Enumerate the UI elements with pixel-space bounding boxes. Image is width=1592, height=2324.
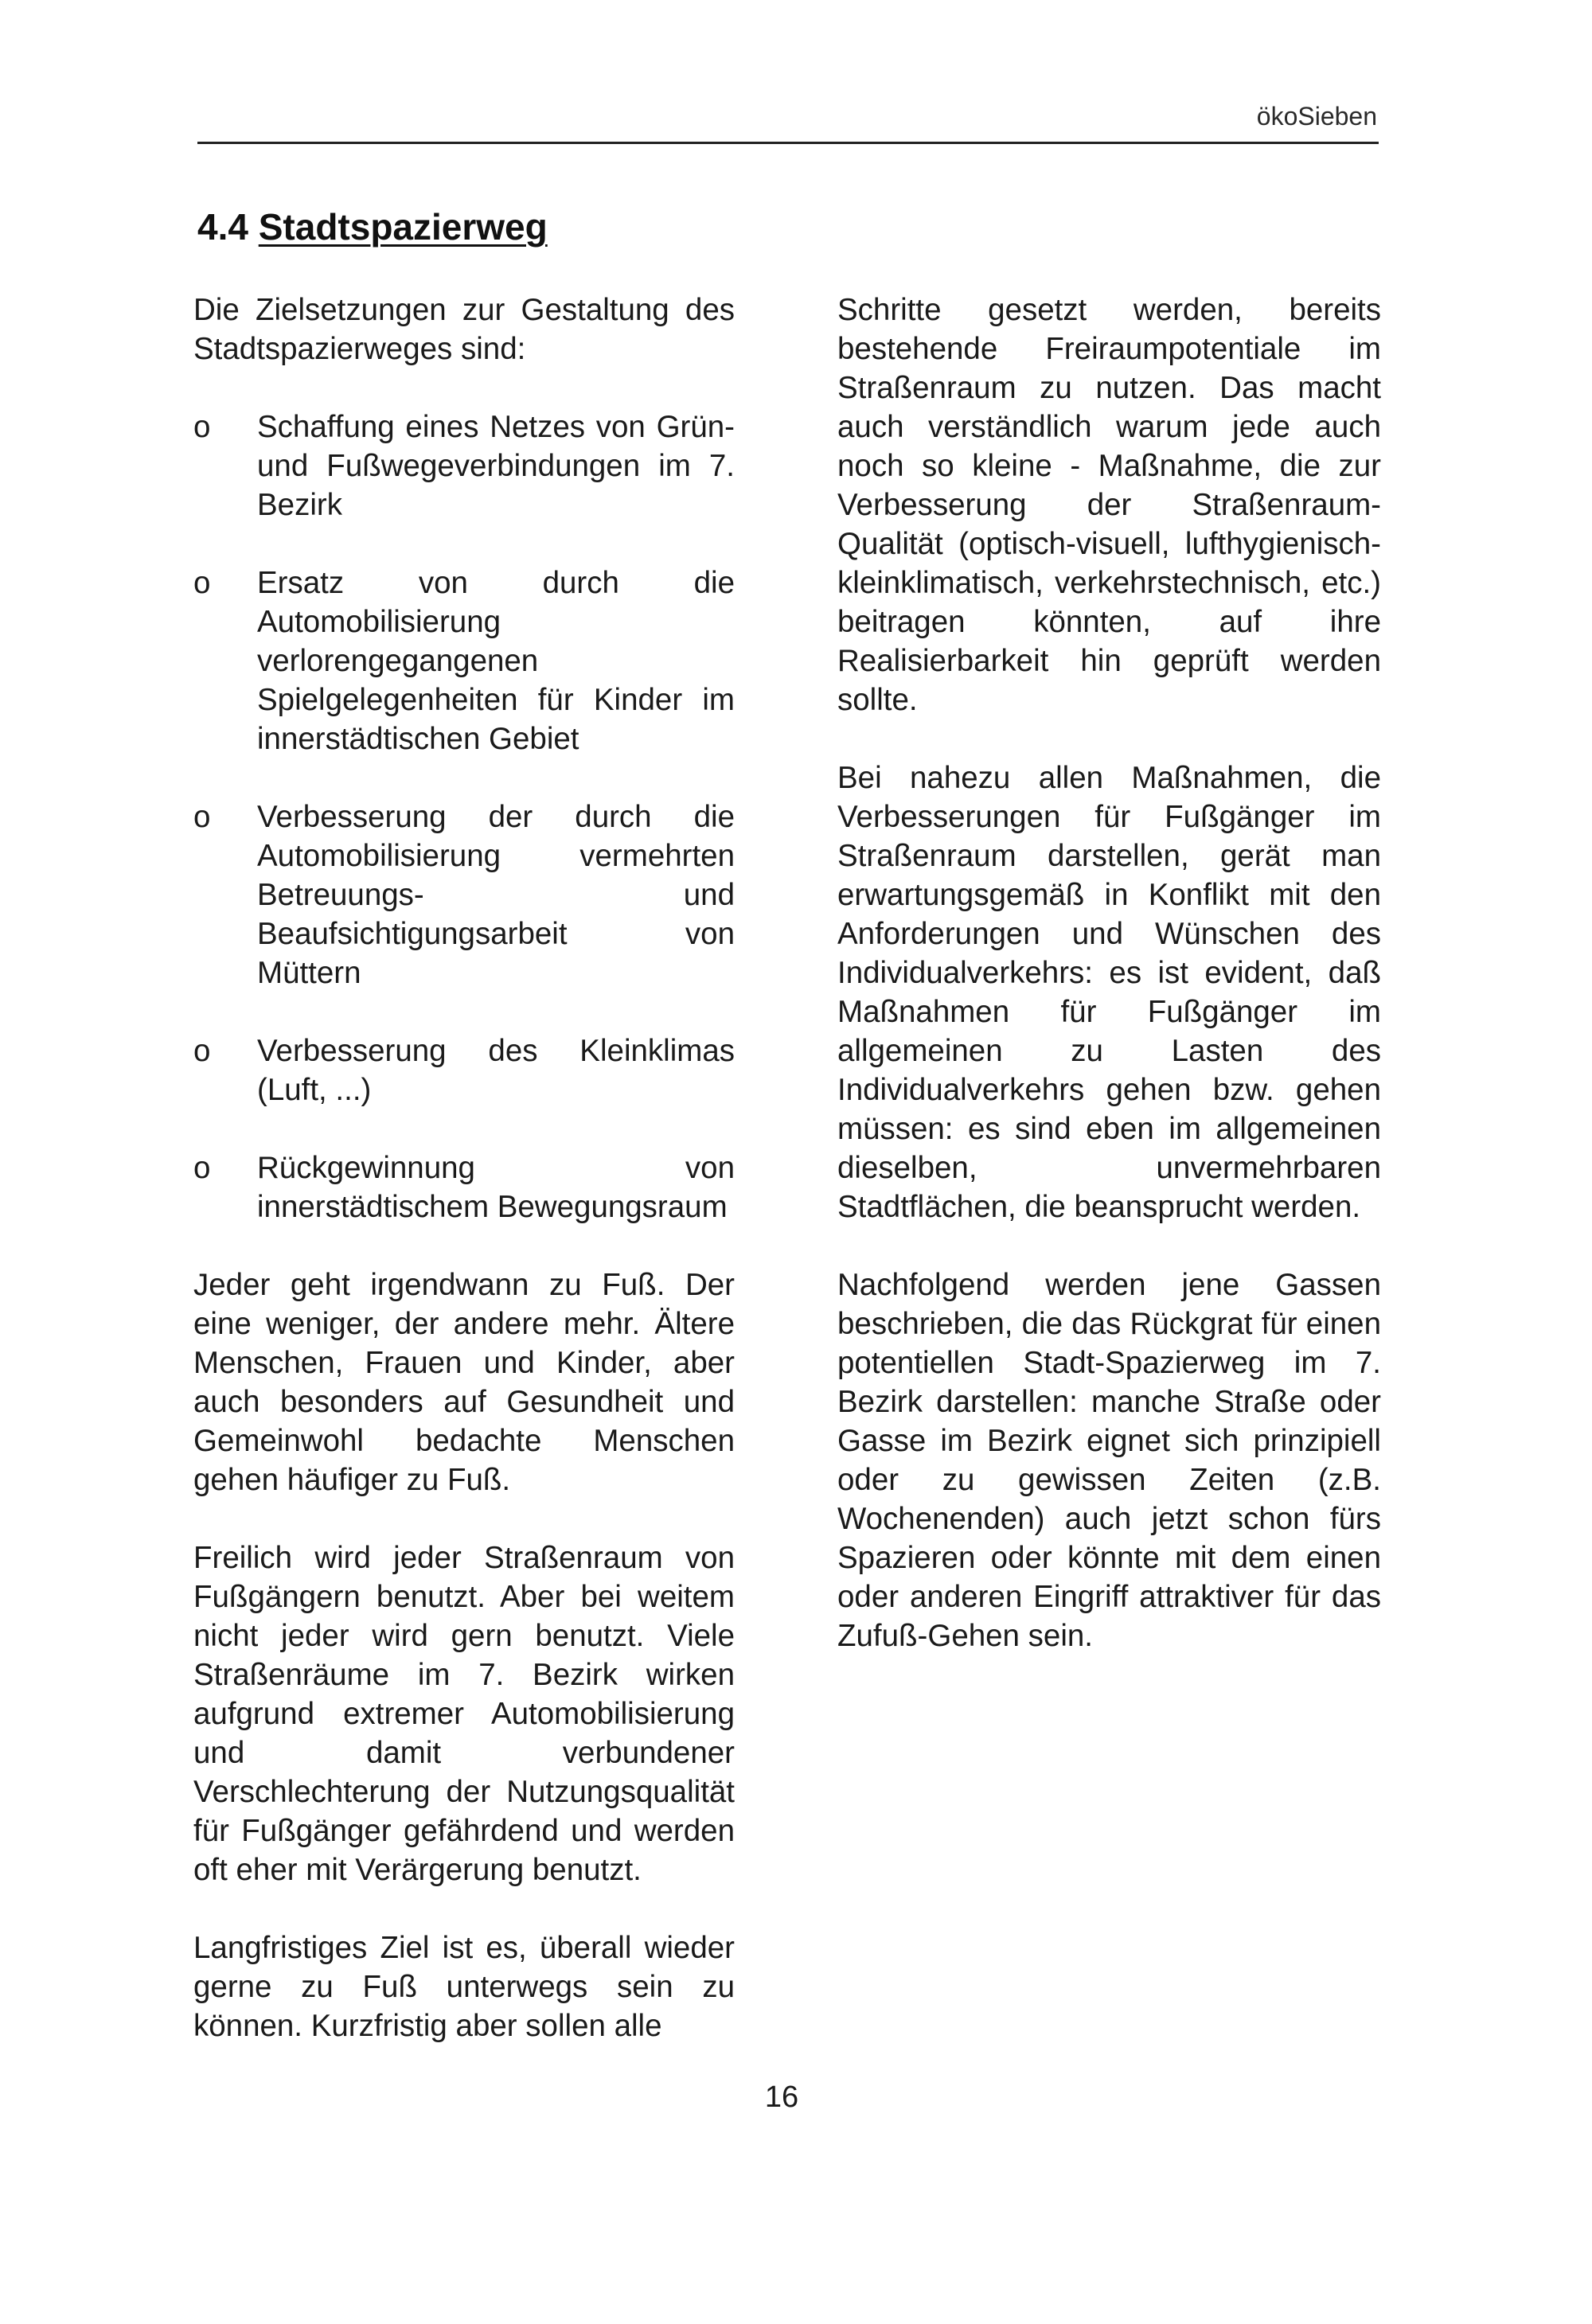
right-column (837, 290, 1381, 1694)
goals-list (193, 407, 735, 1226)
bullet-marker: o (193, 1034, 211, 1068)
intro-paragraph: Die Zielsetzungen zur Gestaltung des Stadtspazierweges sind: (193, 293, 735, 366)
goal-text: Verbesserung des Kleinklimas (Luft, ...) (257, 1034, 735, 1107)
section-title: Stadtspazierweg (258, 206, 548, 248)
bullet-marker: o (193, 800, 211, 834)
body-paragraph: Jeder geht irgendwann zu Fuß. Der eine weniger, der andere mehr. Ältere Menschen, Frauen und Kinder, aber auch besonders auf Gesundheit und Gemeinwohl bedachte Menschen gehen häufiger zu Fuß. (193, 1268, 735, 1497)
header-rule (197, 142, 1379, 144)
goal-item (193, 407, 735, 524)
body-paragraph: Langfristiges Ziel ist es, überall wieder gerne zu Fuß unterwegs sein zu können. Kurzfristig aber sollen alle (193, 1931, 735, 2043)
body-paragraph: Bei nahezu allen Maßnahmen, die Verbesserungen für Fußgänger im Straßenraum darstellen, gerät man erwartungsgemäß in Konflikt mit den Anforderungen und Wünschen des Individualverkehrs: es ist evident, daß Maßnahmen für Fußgänger im allgemeinen zu Lasten des Individualverkehrs gehen bzw. gehen müssen: es sind eben im allgemeinen dieselben, unvermehrbaren Stadtflächen, die beansprucht werden. (837, 761, 1381, 1224)
section-number: 4.4 (197, 206, 248, 248)
bullet-marker: o (193, 566, 211, 600)
left-column (193, 290, 735, 2084)
body-paragraph: Nachfolgend werden jene Gassen beschrieben, die das Rückgrat für einen potentiellen Stadt-Spazierweg im 7. Bezirk darstellen: manche Straße oder Gasse im Bezirk eignet sich prinzipiell oder zu gewissen Zeiten (z.B. Wochenenden) auch jetzt schon fürs Spazieren oder könnte mit dem einen oder anderen Eingriff attraktiver für das Zufuß-Gehen sein. (837, 1268, 1381, 1653)
page-number-text: 16 (764, 2080, 799, 2114)
goal-text: Verbesserung der durch die Automobilisierung vermehrten Betreuungs- und Beaufsichtigungsarbeit von Müttern (257, 800, 735, 990)
goal-item (193, 1031, 735, 1109)
bullet-marker: o (193, 1151, 211, 1185)
page-number (0, 2080, 1592, 2115)
goal-item (193, 797, 735, 992)
goal-text: Rückgewinnung von innerstädtischem Bewegungsraum (257, 1151, 735, 1224)
section-heading (197, 205, 548, 248)
goal-item (193, 1148, 735, 1226)
goal-item (193, 563, 735, 758)
bullet-marker: o (193, 410, 211, 444)
running-header: ökoSieben (1256, 102, 1377, 131)
body-paragraph: Freilich wird jeder Straßenraum von Fußgängern benutzt. Aber bei weitem nicht jeder wird gern benutzt. Viele Straßenräume im 7. Bezirk wirken aufgrund extremer Automobilisierung und damit verbundener Verschlechterung der Nutzungsqualität für Fußgänger gefährdend und werden oft eher mit Verärgerung benutzt. (193, 1541, 735, 1887)
body-paragraph: Schritte gesetzt werden, bereits bestehende Freiraumpotentiale im Straßenraum zu nutzen. Das macht auch verständlich warum jede auch noch so kleine - Maßnahme, die zur Verbesserung der Straßenraum-Qualität (optisch-visuell, lufthygienisch-kleinklimatisch, verkehrstechnisch, etc.) beitragen könnten, auf ihre Realisierbarkeit hin geprüft werden sollte. (837, 293, 1381, 717)
goal-text: Schaffung eines Netzes von Grün- und Fußwegeverbindungen im 7. Bezirk (257, 410, 735, 522)
goal-text: Ersatz von durch die Automobilisierung verlorengegangenen Spielgelegenheiten für Kinder im innerstädtischen Gebiet (257, 566, 735, 756)
